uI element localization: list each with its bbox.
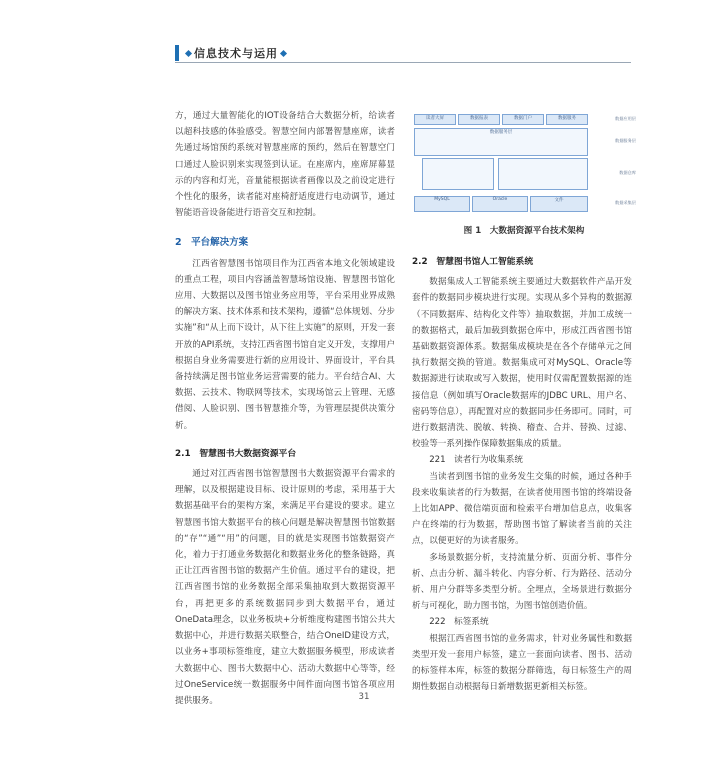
figure-core-box: 数据服务层	[414, 128, 588, 156]
figure-box: 数据服务	[546, 114, 588, 125]
figure-source-box: 文件	[530, 196, 588, 212]
left-column	[175, 108, 395, 709]
paragraph: 数据集成人工智能系统主要通过大数据软件产品开发套件的数据同步模块进行实现。实现从多个异构的数据源（不同数据库、结构化文件等）抽取数据，并加工成统一的数据格式，最后加载到数据仓库中，形成江西省图书馆基础数据资源体系。数据集成模块是在各个存储单元之间执行数据交换的管道。数据集成可对MySQL、Oracle等数据源进行读取或写入数据，使用时仅需配置数据源的连接信息（例如填写Oracle数据库的JDBC URL、用户名、密码等信息），再配置对应的数据同步任务即可。同时，可进行数据清洗、脱敏、转换、稽查、合并、替换、过滤、校验等一系列操作保障数据集成的质量。	[412, 277, 632, 450]
paragraph: 当读者到图书馆的业务发生交集的时候，通过各种手段来收集读者的行为数据，在读者使用图书馆的终端设备上比如APP、微信端页面和检索平台增加信息点，收集客户在终端的行为数据，帮助图书馆了解读者当前的关注点，以便更好的为读者服务。	[412, 471, 632, 547]
subsection-heading: 2.1 智慧图书大数据资源平台	[175, 448, 297, 459]
subsubsection-heading: 221 读者行为收集系统	[429, 455, 523, 466]
section-heading: 2 平台解决方案	[175, 237, 249, 249]
header-bar-mark	[175, 45, 179, 61]
paragraph: 多场景数据分析，支持流量分析、页面分析、事件分析、点击分析、漏斗转化、内容分析、行为路径、活动分析、用户分群等多类型分析。全埋点，全场景进行数据分析与可视化，助力图书馆，为图书馆创造价值。	[412, 552, 632, 612]
figure-box: 读者大屏	[414, 114, 456, 125]
subsection-heading: 2.2 智慧图书馆人工智能系统	[412, 257, 534, 267]
header-diamond-icon	[185, 49, 192, 56]
running-header	[175, 44, 289, 62]
figure-box: 数据门户	[502, 114, 544, 125]
figure-side-label: 数据采集层	[615, 200, 636, 205]
paragraph: 江西省智慧图书馆项目作为江西省本地文化领域建设的重点工程，项目内容涵盖智慧场馆设施、智慧图书馆化应用、大数据以及图书馆业务应用等，平台采用业界成熟的解决方案、技术体系和技术架构，遵循“总体规划、分步实施”和“从上而下设计，从下往上实施”的原则，开发一套开放的API系统，支持江西省图书馆自定义开发，支撑用户根据自身业务需要进行新的应用设计、界面设计，平台具备持续满足图书馆业务运营需要的能力。平台结合AI、大数据、云技术、物联网等技术，实现场馆云上管理、无感借阅、人脸识别、图书智慧推介等，为管理层提供决策分析。	[175, 258, 395, 431]
figure-source-box: Oracle	[472, 196, 528, 212]
figure-side-label: 数据服务层	[615, 138, 636, 143]
header-diamond-icon	[280, 49, 287, 56]
subsubsection-heading: 222 标签系统	[429, 617, 489, 628]
figure-box	[498, 158, 588, 190]
architecture-figure	[412, 112, 636, 218]
paragraph: 根据江西省图书馆的业务需求，针对业务属性和数据类型开发一套用户标签，建立一套面向读者、图书、活动的标签样本库，标签的数据分群筛选，每日标签生产的周期性数据自动根据每日新增数据更新相关标签。	[412, 633, 632, 693]
journal-section-title: 信息技术与运用	[194, 47, 278, 60]
figure-box: 数据报表	[458, 114, 500, 125]
page-number: 31	[358, 692, 370, 702]
figure-side-label: 数据仓库	[619, 170, 636, 175]
figure-box	[422, 158, 494, 190]
figure-source-box: MySQL	[414, 196, 470, 212]
right-column	[412, 254, 632, 695]
header-rule	[175, 62, 631, 63]
paragraph: 方，通过大量智能化的IOT设备结合大数据分析，给读者以超科技感的体验感受。智慧空间内部署智慧座席，读者先通过场馆预约系统对智慧座席的预约，然后在智慧空门口通过人脸识别来实现签到认证。在座席内，座席屏幕显示的内容和灯光，音量能根据读者画像以及之前设定进行个性化的服务，读者能对座椅舒适度进行电动调节，通过智能语音设备能进行语音交互和控制。	[175, 111, 395, 219]
figure-side-label: 数据应用层	[615, 116, 636, 121]
paragraph: 通过对江西省图书馆智慧图书大数据资源平台需求的理解，以及根据建设目标、设计原则的考虑，采用基于大数据基础平台的架构方案，来满足平台建设的要求。建立智慧图书馆大数据平台的核心问题是解决智慧图书馆数据的“存”“通”“用”的问题，目的就是实现图书馆数据资产化，着力于打通业务数据化和数据业务化的整条链路，真正让江西省图书馆的数据产生价值。通过平台的建设，把江西省图书馆的业务数据全部采集抽取到大数据资源平台，再把更多的系统数据同步到大数据平台，通过OneData理念，以业务板块+分析维度构建图书馆公共大数据中心，并进行数据关联整合，结合OneID建设方式，以业务+事项标签维度，建立大数据服务模型，形成读者大数据中心、图书大数据中心、活动大数据中心等等，经过OneService统一数据服务中间件面向图书馆各项应用提供服务。	[175, 469, 395, 706]
figure-caption: 图 1 大数据资源平台技术架构	[463, 226, 585, 236]
